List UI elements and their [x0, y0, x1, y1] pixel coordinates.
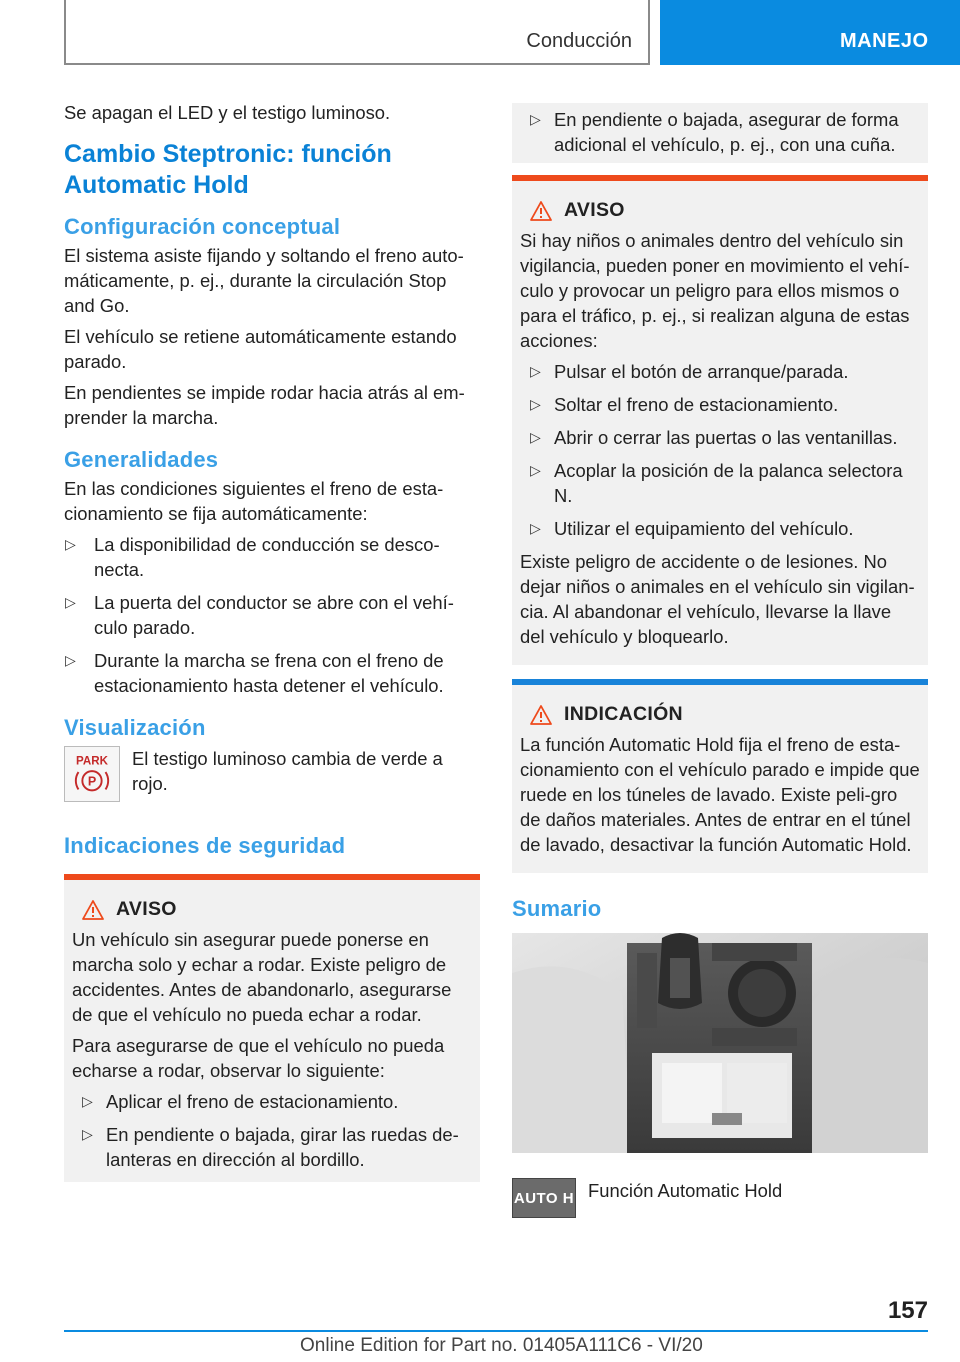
list-item-text: Acoplar la posición de la palanca selectora N. — [554, 460, 903, 506]
list-item-text: Aplicar el freno de estacionamiento. — [106, 1091, 399, 1112]
warning-triangle-icon — [530, 201, 552, 221]
general-heading: Generalidades — [64, 447, 219, 472]
park-brake-icon — [64, 746, 120, 802]
photo-caption: Función Automatic Hold — [588, 1180, 783, 1201]
warning-label: AVISO — [564, 199, 625, 221]
bullet-triangle-icon: ▷ — [530, 363, 541, 379]
list-item — [64, 532, 480, 582]
note-paragraph: La función Automatic Hold fija el freno de esta‐cionamiento con el vehículo parado e impide que ruede en los túneles de lavado. Existe peli‐gro de daños materiales. Antes de entrar en el túnel de lavado, desactivar la función Automatic Hold. — [520, 734, 920, 855]
list-item — [520, 458, 920, 508]
note-label: INDICACIÓN — [564, 703, 683, 725]
concept-paragraph-2: El vehículo se retiene automáticamente estando parado. — [64, 326, 457, 372]
warning-paragraph-2: Existe peligro de accidente o de lesiones. No dejar niños o animales en el vehículo sin vigilan‐cia. Al abandonar el vehículo, llevarse la llave del vehículo y bloquearlo. — [520, 551, 915, 647]
bullet-triangle-icon: ▷ — [65, 594, 76, 610]
bullet-triangle-icon: ▷ — [530, 396, 541, 412]
list-item-text: La puerta del conductor se abre con el vehí‐culo parado. — [94, 592, 454, 638]
footer-rule — [64, 1330, 862, 1332]
list-item — [72, 1089, 472, 1114]
header-section-title: Conducción — [526, 30, 632, 52]
header-section-box — [64, 0, 650, 65]
list-item — [520, 425, 920, 450]
concept-heading: Configuración conceptual — [64, 214, 341, 239]
center-console-photo — [512, 933, 928, 1153]
list-item — [520, 107, 920, 157]
header-chapter-tab — [660, 0, 960, 65]
list-item-text: Pulsar el botón de arranque/parada. — [554, 361, 849, 382]
bullet-triangle-icon: ▷ — [530, 429, 541, 445]
list-item-text: La disponibilidad de conducción se desco‐necta. — [94, 534, 440, 580]
general-list — [64, 532, 480, 698]
note-panel — [512, 679, 928, 873]
list-item-text: Utilizar el equipamiento del vehículo. — [554, 518, 854, 539]
list-item-text: Durante la marcha se frena con el freno de estacionamiento hasta detener el vehículo. — [94, 650, 444, 696]
bullet-triangle-icon: ▷ — [530, 462, 541, 478]
right-column — [512, 103, 928, 1218]
summary-heading: Sumario — [512, 896, 602, 921]
intro-text: Se apagan el LED y el testigo luminoso. — [64, 102, 391, 123]
list-item-text: Soltar el freno de estacionamiento. — [554, 394, 839, 415]
list-item — [64, 590, 480, 640]
bullet-triangle-icon: ▷ — [530, 111, 541, 127]
bullet-triangle-icon: ▷ — [82, 1093, 93, 1109]
note-header — [530, 703, 920, 726]
list-item — [64, 648, 480, 698]
warning-panel-left — [64, 874, 480, 1182]
park-icon-text: PARK — [76, 755, 108, 768]
display-paragraph: El testigo luminoso cambia de verde a rojo. — [132, 748, 443, 794]
warning-paragraph-1: Si hay niños o animales dentro del vehículo sin vigilancia, pueden poner en movimiento el vehí‐culo y provocar un peligro para ellos mismos o para el tráfico, p. ej., si realizan alguna de estas acciones: — [520, 230, 910, 351]
header-chapter-label: MANEJO — [840, 30, 929, 52]
list-item — [72, 1122, 472, 1172]
bullet-triangle-icon: ▷ — [82, 1126, 93, 1142]
warning-paragraph-2: Para asegurarse de que el vehículo no pueda echarse a rodar, observar lo siguiente: — [72, 1035, 445, 1081]
warning-header — [530, 199, 920, 222]
warning-label: AVISO — [116, 898, 177, 920]
section-title: Cambio Steptronic: función Automatic Hold — [64, 140, 392, 199]
continued-list — [520, 107, 920, 157]
caption-row — [512, 1178, 928, 1218]
warning-panel-right — [512, 175, 928, 665]
concept-paragraph-1: El sistema asiste fijando y soltando el freno auto‐máticamente, p. ej., durante la circulación Stop and Go. — [64, 245, 464, 316]
continued-panel — [512, 103, 928, 163]
note-triangle-icon — [530, 705, 552, 725]
footer-rule-right — [862, 1330, 928, 1332]
auto-hold-icon: AUTO H — [512, 1178, 576, 1218]
list-item — [520, 516, 920, 541]
display-heading: Visualización — [64, 715, 206, 740]
warning-triangle-icon — [82, 900, 104, 920]
display-row — [64, 746, 480, 802]
safety-heading: Indicaciones de seguridad — [64, 833, 346, 858]
general-paragraph: En las condiciones siguientes el freno de esta‐cionamiento se fija automáticamente: — [64, 478, 444, 524]
warning-paragraph-1: Un vehículo sin asegurar puede ponerse en marcha solo y echar a rodar. Existe peligro de accidentes. Antes de abandonarlo, asegurarse de que el vehículo no pueda echar a rodar. — [72, 929, 452, 1025]
warning-list — [520, 359, 920, 541]
page-number: 157 — [887, 1297, 928, 1324]
bullet-triangle-icon: ▷ — [65, 536, 76, 552]
bullet-triangle-icon: ▷ — [530, 520, 541, 536]
bullet-triangle-icon: ▷ — [65, 652, 76, 668]
footer-edition: Online Edition for Part no. 01405A111C6 - VI/20 — [300, 1335, 703, 1356]
list-item — [520, 359, 920, 384]
left-column — [64, 100, 480, 1182]
list-item-text: En pendiente o bajada, girar las ruedas de‐lanteras en dirección al bordillo. — [106, 1124, 459, 1170]
list-item — [520, 392, 920, 417]
concept-paragraph-3: En pendientes se impide rodar hacia atrás al em‐prender la marcha. — [64, 382, 465, 428]
warning-list — [72, 1089, 472, 1172]
warning-header — [82, 898, 472, 921]
list-item-text: Abrir o cerrar las puertas o las ventanillas. — [554, 427, 898, 448]
list-item-text: En pendiente o bajada, asegurar de forma adicional el vehículo, p. ej., con una cuña. — [554, 109, 899, 155]
park-icon-letter: P — [87, 774, 97, 789]
